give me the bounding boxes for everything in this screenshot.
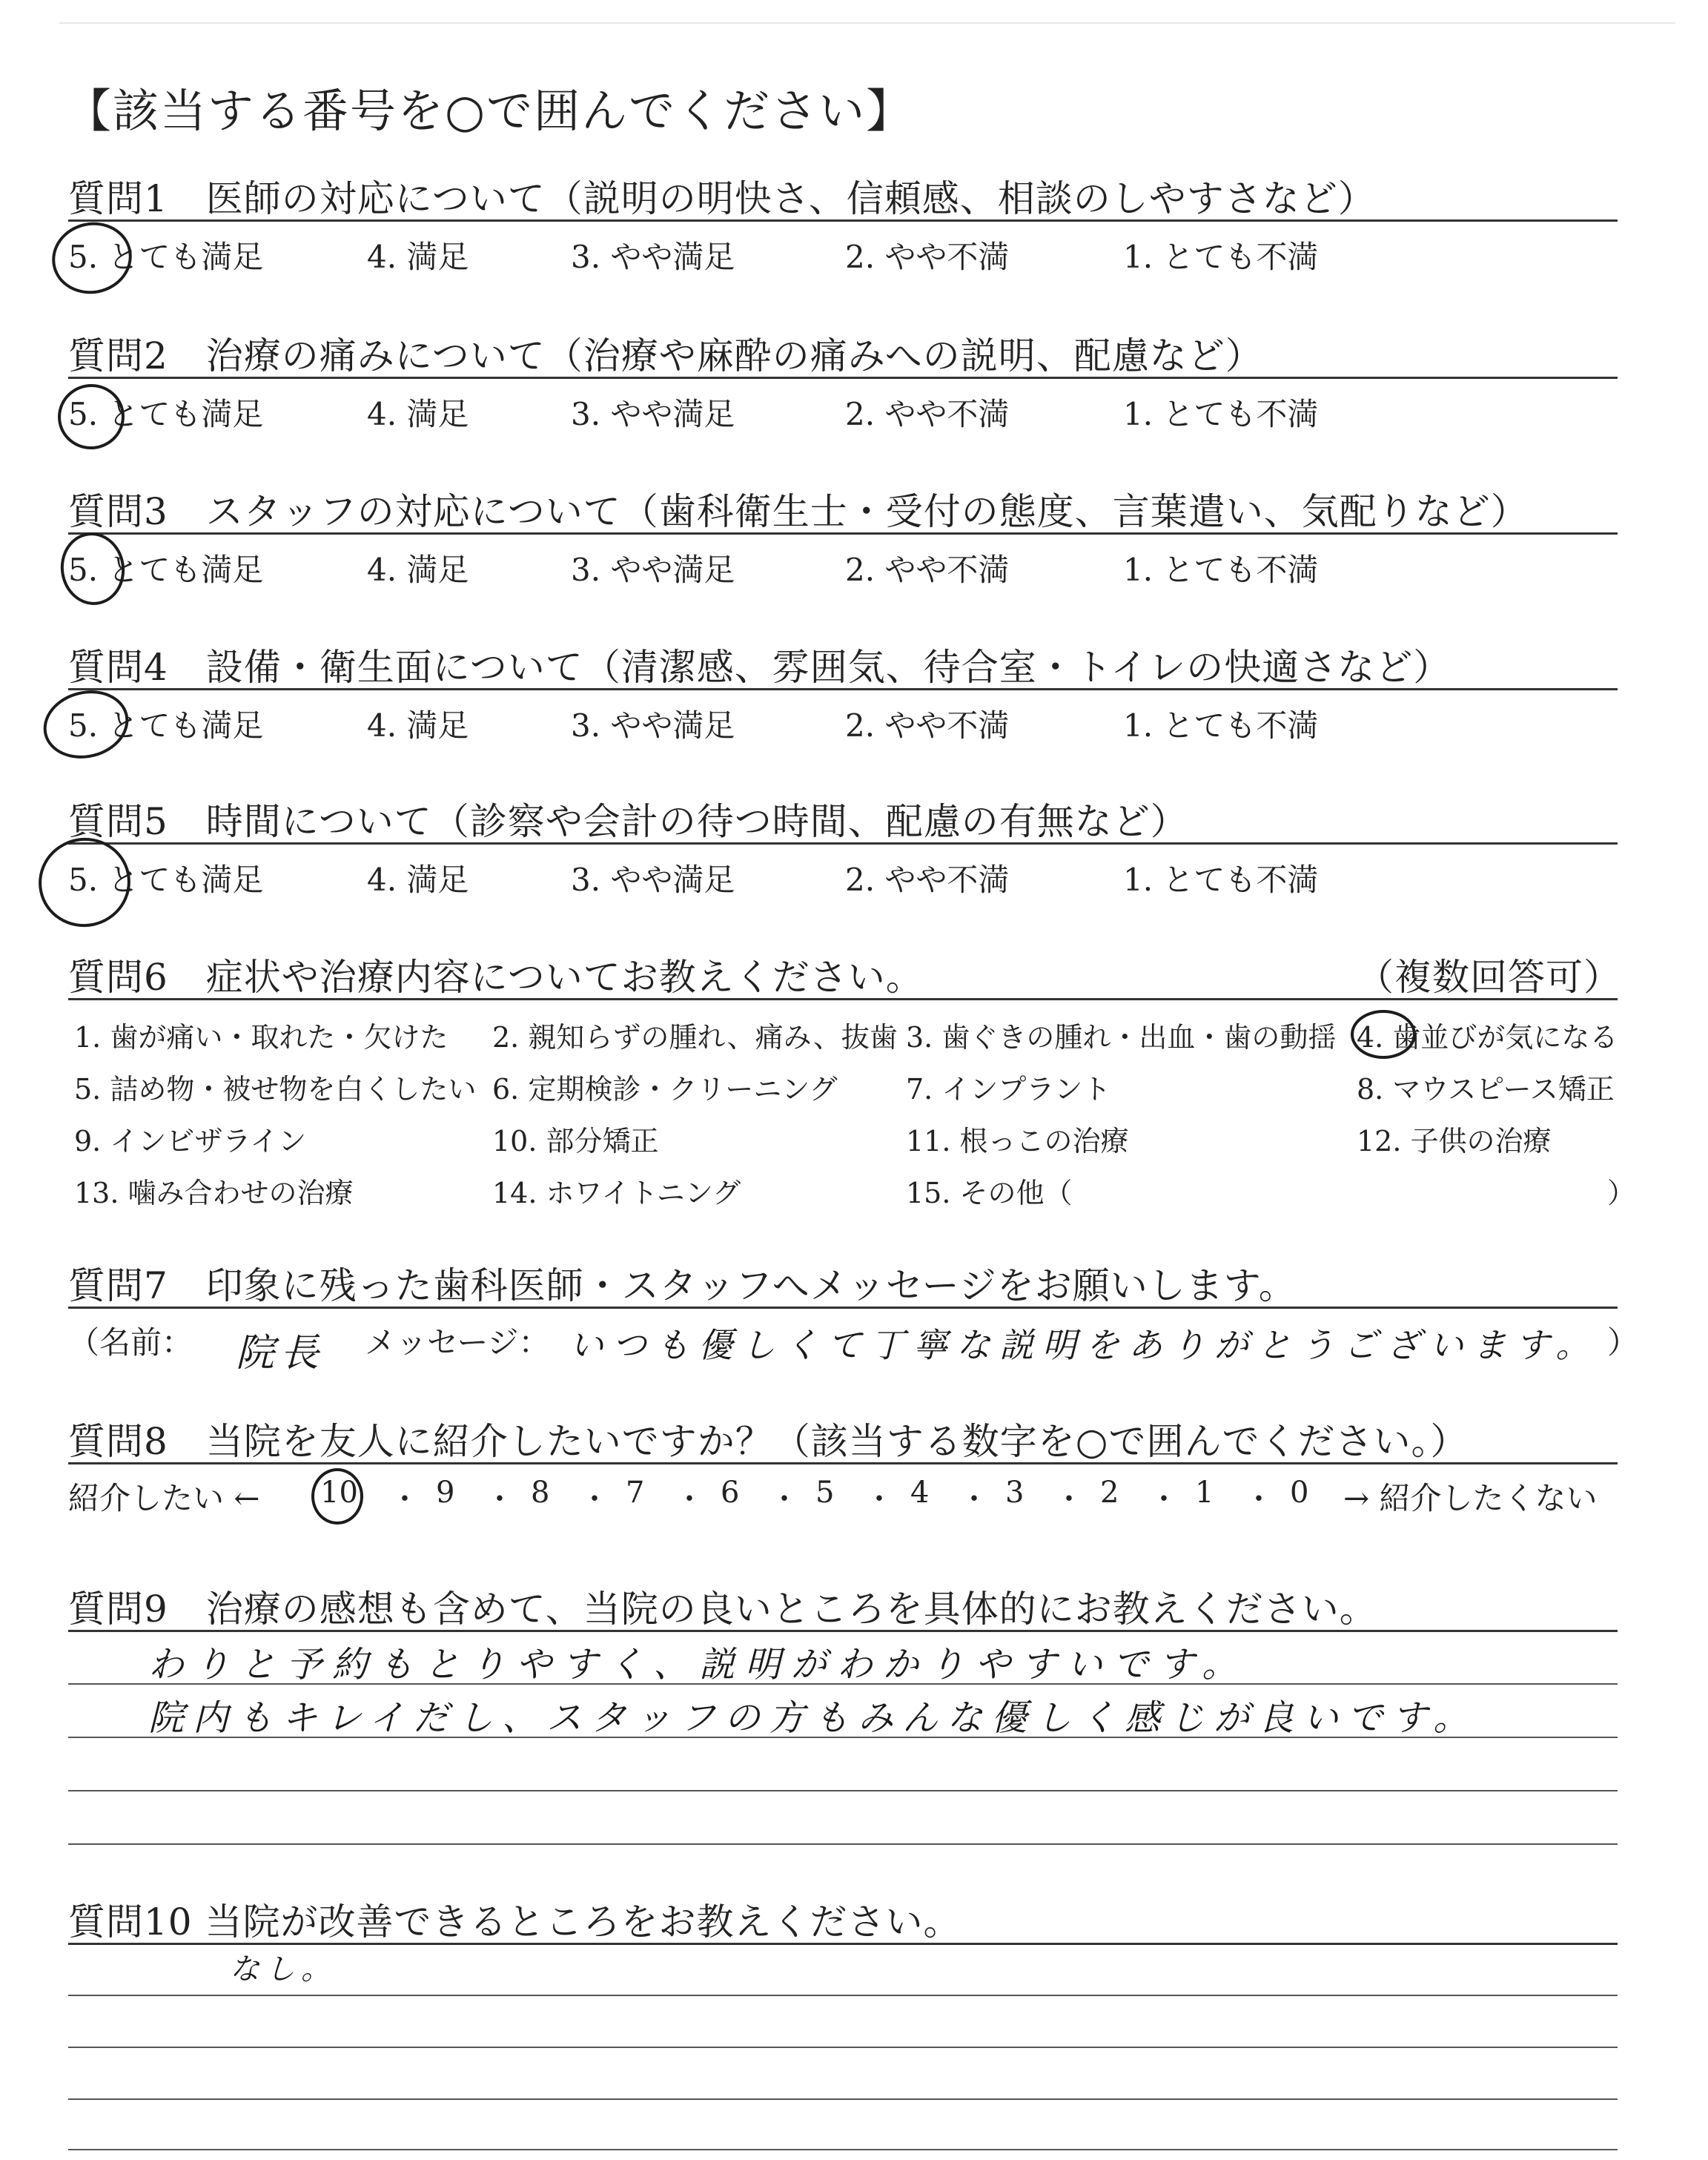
answer-line — [68, 2098, 1618, 2100]
form-heading: 【該当する番号を○で囲んでください】 — [65, 84, 914, 138]
q6-option-7[interactable]: 7. インプラント — [906, 1073, 1111, 1106]
q1-option-1[interactable]: 1. とても不満 — [1123, 239, 1319, 275]
q8-scale-dot: ・ — [390, 1482, 420, 1516]
q8-scale-dot: ・ — [1054, 1482, 1084, 1516]
question-6: 質問6 症状や治療内容についてお教えください。 — [68, 956, 924, 999]
question-4: 質問4 設備・衛生面について（清潔感、雰囲気、待合室・トイレの快適さなど） — [68, 646, 1452, 689]
rule — [68, 377, 1618, 379]
q8-scale-3[interactable]: 3 — [1005, 1476, 1025, 1510]
q8-scale-dot: ・ — [769, 1482, 799, 1516]
q8-scale-dot: ・ — [864, 1482, 894, 1516]
answer-line — [68, 1683, 1618, 1685]
rule — [68, 1630, 1618, 1632]
q8-scale-10[interactable]: 10 — [320, 1476, 358, 1510]
rule — [68, 998, 1618, 1000]
q2-option-4[interactable]: 4. 満足 — [367, 396, 469, 432]
q8-scale-dot: ・ — [580, 1482, 609, 1516]
answer-line — [68, 1790, 1618, 1791]
rule — [68, 532, 1618, 535]
q6-option-13[interactable]: 13. 噛み合わせの治療 — [74, 1177, 354, 1209]
q2-option-2[interactable]: 2. やや不満 — [845, 396, 1010, 432]
q6-option-3[interactable]: 3. 歯ぐきの腫れ・出血・歯の動揺 — [906, 1021, 1337, 1054]
q4-option-1[interactable]: 1. とても不満 — [1123, 707, 1319, 744]
answer-line — [68, 2047, 1618, 2048]
q6-other-close: ） — [1607, 1177, 1636, 1209]
q7-close: ） — [1607, 1324, 1639, 1361]
q6-option-11[interactable]: 11. 根っこの治療 — [906, 1125, 1129, 1157]
q1-option-3[interactable]: 3. やや満足 — [571, 239, 735, 275]
q6-option-9[interactable]: 9. インビザライン — [74, 1125, 307, 1157]
q3-option-4[interactable]: 4. 満足 — [367, 552, 469, 588]
rule — [68, 219, 1618, 222]
q8-scale-2[interactable]: 2 — [1100, 1476, 1119, 1510]
q5-option-4[interactable]: 4. 満足 — [367, 862, 469, 898]
answer-line — [68, 1843, 1618, 1845]
q8-scale-dot: ・ — [1149, 1482, 1179, 1516]
q3-option-1[interactable]: 1. とても不満 — [1123, 552, 1319, 588]
q8-scale-6[interactable]: 6 — [721, 1476, 740, 1510]
q8-circle-mark — [311, 1468, 363, 1525]
q8-scale-4[interactable]: 4 — [910, 1476, 930, 1510]
q5-option-2[interactable]: 2. やや不満 — [845, 862, 1010, 898]
answer-line — [68, 1995, 1618, 1996]
q8-left-label: 紹介したい ← — [68, 1480, 260, 1516]
q8-scale-dot: ・ — [959, 1482, 989, 1516]
q1-option-4[interactable]: 4. 満足 — [367, 239, 469, 275]
q8-scale-9[interactable]: 9 — [436, 1476, 455, 1510]
q2-option-1[interactable]: 1. とても不満 — [1123, 396, 1319, 432]
q8-scale-dot: ・ — [1244, 1482, 1274, 1516]
q2-option-5[interactable]: 5. とても満足 — [68, 396, 264, 432]
question-1: 質問1 医師の対応について（説明の明快さ、信頼感、相談のしやすさなど） — [68, 177, 1376, 220]
question-8: 質問8 当院を友人に紹介したいですか？（該当する数字を○で囲んでください。） — [68, 1420, 1469, 1463]
q6-option-14[interactable]: 14. ホワイトニング — [492, 1177, 741, 1209]
q8-scale-dot: ・ — [675, 1482, 704, 1516]
q6-option-6[interactable]: 6. 定期検診・クリーニング — [492, 1073, 838, 1106]
q4-option-3[interactable]: 3. やや満足 — [571, 707, 735, 744]
question-10: 質問10 当院が改善できるところをお教えください。 — [68, 1900, 961, 1943]
q6-option-8[interactable]: 8. マウスピース矯正 — [1357, 1073, 1615, 1106]
q10-answer[interactable]: なし。 — [230, 1952, 337, 1986]
question-7: 質問7 印象に残った歯科医師・スタッフへメッセージをお願いします。 — [68, 1264, 1297, 1307]
q8-scale-5[interactable]: 5 — [815, 1476, 835, 1510]
q3-circle-mark — [56, 528, 130, 609]
q3-option-5[interactable]: 5. とても満足 — [68, 552, 264, 588]
answer-line — [68, 2149, 1618, 2150]
q1-option-5[interactable]: 5. とても満足 — [68, 239, 264, 275]
q7-message-label: メッセージ： — [365, 1324, 550, 1361]
q6-option-2[interactable]: 2. 親知らずの腫れ、痛み、抜歯 — [492, 1021, 898, 1054]
q8-scale-dot: ・ — [485, 1482, 514, 1516]
q6-multiple-note: （複数回答可） — [1357, 956, 1621, 999]
q6-option-15[interactable]: 15. その他（ — [906, 1177, 1073, 1209]
q4-option-2[interactable]: 2. やや不満 — [845, 707, 1010, 744]
rule — [68, 842, 1618, 845]
q6-option-4[interactable]: 4. 歯並びが気になる — [1357, 1021, 1618, 1054]
q4-circle-mark — [36, 681, 136, 767]
q5-option-1[interactable]: 1. とても不満 — [1123, 862, 1319, 898]
rule — [68, 1462, 1618, 1464]
question-9: 質問9 治療の感想も含めて、当院の良いところを具体的にお教えください。 — [68, 1588, 1377, 1631]
q3-option-2[interactable]: 2. やや不満 — [845, 552, 1010, 588]
q8-scale-7[interactable]: 7 — [626, 1476, 645, 1510]
top-border — [59, 22, 1675, 24]
q6-circle-mark — [1351, 1010, 1416, 1059]
question-3: 質問3 スタッフの対応について（歯科衛生士・受付の態度、言葉遣い、気配りなど） — [68, 490, 1529, 533]
rule — [68, 1307, 1618, 1309]
rule — [68, 688, 1618, 690]
q6-option-10[interactable]: 10. 部分矯正 — [492, 1125, 659, 1157]
question-2: 質問2 治療の痛みについて（治療や麻酔の痛みへの説明、配慮など） — [68, 334, 1263, 377]
q5-option-3[interactable]: 3. やや満足 — [571, 862, 735, 898]
answer-line — [68, 1737, 1618, 1738]
q6-option-5[interactable]: 5. 詰め物・被せ物を白くしたい — [74, 1073, 477, 1106]
q6-option-12[interactable]: 12. 子供の治療 — [1357, 1125, 1552, 1157]
q7-message-handwritten[interactable]: いつも優しくて丁寧な説明をありがとうございます。 — [569, 1325, 1599, 1365]
q9-answer-line-2[interactable]: 院内もキレイだし、スタッフの方もみんな優しく感じが良いです。 — [148, 1697, 1478, 1739]
q1-option-2[interactable]: 2. やや不満 — [845, 239, 1010, 275]
rule — [68, 1943, 1618, 1945]
q3-option-3[interactable]: 3. やや満足 — [571, 552, 735, 588]
q4-option-5[interactable]: 5. とても満足 — [68, 707, 264, 744]
q8-right-label: → 紹介したくない — [1343, 1480, 1598, 1516]
q7-name-label: （名前： — [68, 1324, 193, 1361]
q1-circle-mark — [45, 215, 139, 301]
question-5: 質問5 時間について（診察や会計の待つ時間、配慮の有無など） — [68, 800, 1188, 843]
q6-option-1[interactable]: 1. 歯が痛い・取れた・欠けた — [74, 1021, 448, 1054]
q8-scale-1[interactable]: 1 — [1195, 1476, 1214, 1510]
q9-answer-line-1[interactable]: わりと予約もとりやすく、説明がわかりやすいです。 — [148, 1644, 1248, 1685]
q4-option-4[interactable]: 4. 満足 — [367, 707, 469, 744]
q2-option-3[interactable]: 3. やや満足 — [571, 396, 735, 432]
q5-option-5[interactable]: 5. とても満足 — [68, 862, 264, 898]
q7-name-handwritten[interactable]: 院長 — [236, 1331, 325, 1375]
q8-scale-0[interactable]: 0 — [1290, 1476, 1309, 1510]
q8-scale-8[interactable]: 8 — [531, 1476, 550, 1510]
